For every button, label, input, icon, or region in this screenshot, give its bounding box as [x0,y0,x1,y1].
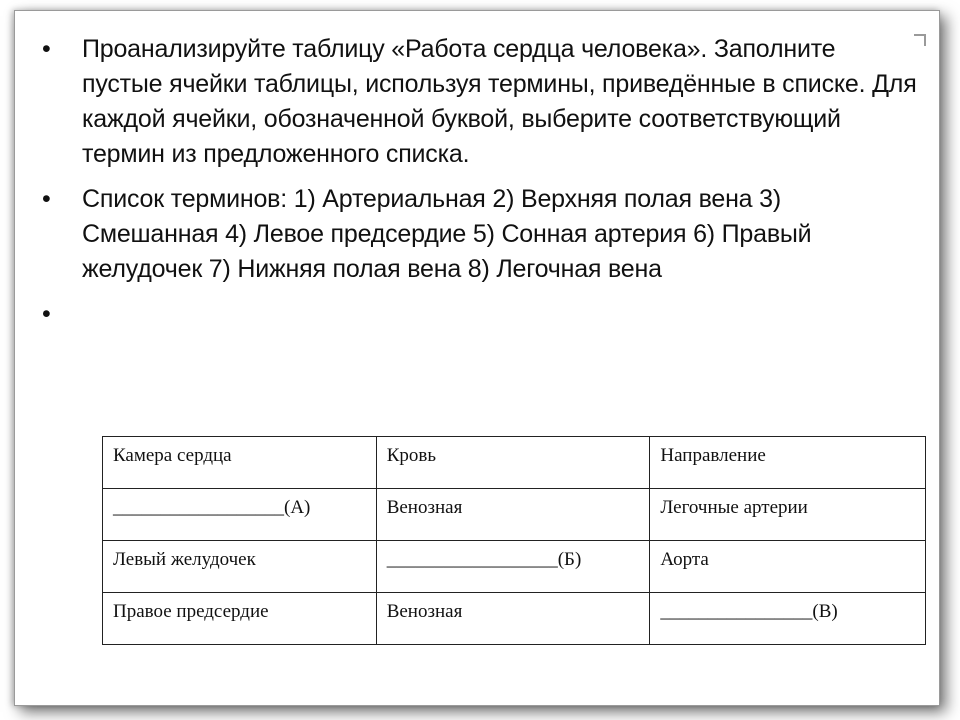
bullet-item-empty [40,297,920,332]
table-cell: Венозная [376,489,650,541]
table-header-row [103,437,926,489]
cell-v-blank: ________________(В) [650,593,926,645]
table-cell: Венозная [376,593,650,645]
table-row [103,593,926,645]
table-cell: Правое предсердие [103,593,377,645]
terms-text: Список терминов: 1) Артериальная 2) Верхняя полая вена 3) Смешанная 4) Левое предсердие 5) Сонная артерия 6) Правый желудочек 7) Нижняя полая вена 8) Легочная вена [82,185,812,283]
heart-work-table [102,436,926,645]
table-cell: Аорта [650,541,926,593]
table-cell: Легочные артерии [650,489,926,541]
table-row [103,489,926,541]
header-direction: Направление [650,437,926,489]
bullet-list [40,32,920,342]
slide [22,18,934,698]
table-row [103,541,926,593]
header-chamber: Камера сердца [103,437,377,489]
bullet-dot-icon: • [42,35,51,63]
table-cell: Левый желудочек [103,541,377,593]
task-text: Проанализируйте таблицу «Работа сердца человека». Заполните пустые ячейки таблицы, используя термины, приведённые в списке. Для каждой ячейки, обозначенной буквой, выберите соответствующий термин из предложенного списка. [82,35,917,168]
bullet-item-terms [40,182,920,287]
header-blood: Кровь [376,437,650,489]
cell-a-blank: __________________(А) [103,489,377,541]
cell-b-blank: __________________(Б) [376,541,650,593]
bullet-dot-icon: • [42,300,51,328]
bullet-dot-icon: • [42,185,51,213]
bullet-item-task [40,32,920,172]
